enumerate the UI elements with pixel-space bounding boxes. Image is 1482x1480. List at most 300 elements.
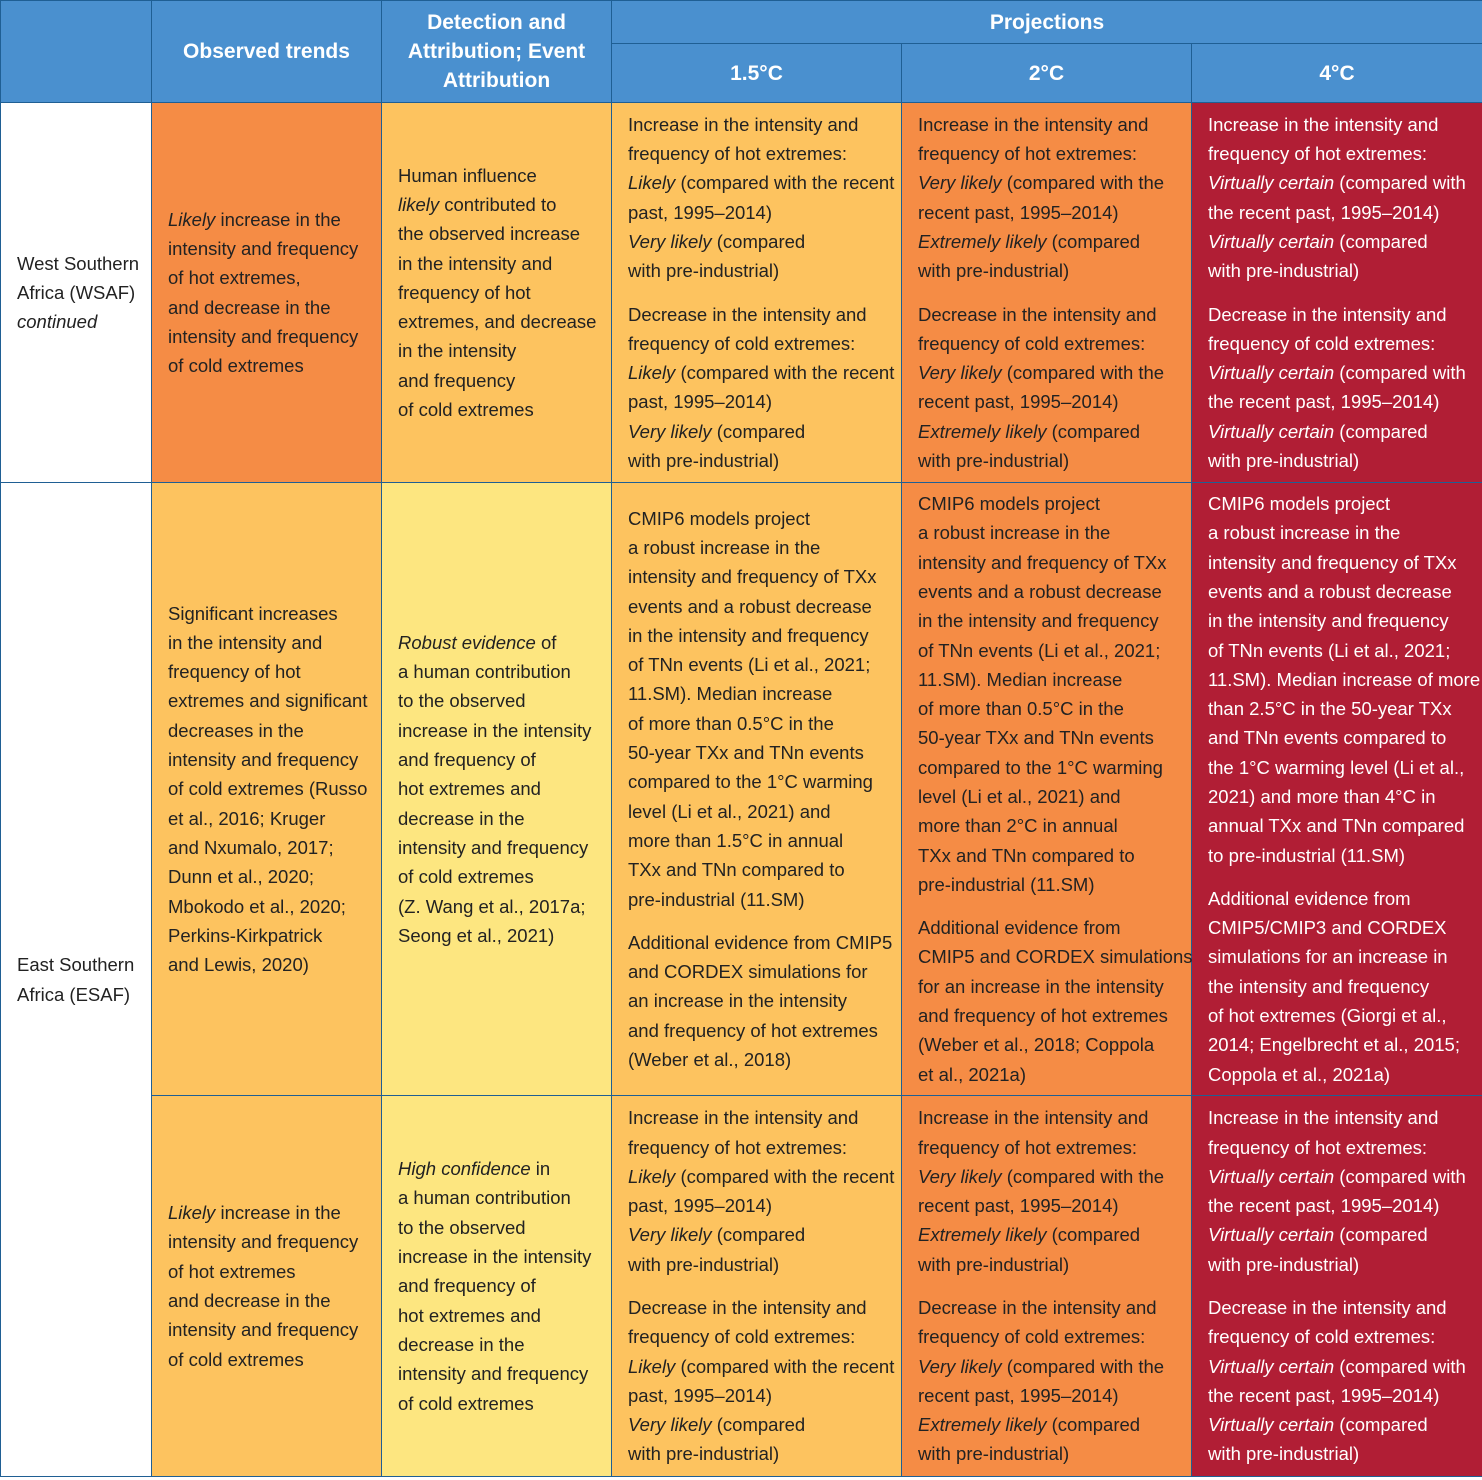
text-line <box>398 892 603 921</box>
likelihood-term: likely <box>398 193 440 215</box>
text-line <box>398 804 603 833</box>
text-line <box>628 1016 893 1045</box>
text-segment: frequency of hot <box>398 281 531 303</box>
text-segment: of hot extremes (Giorgi et al., <box>1208 1005 1447 1027</box>
likelihood-term: Very likely <box>628 1414 712 1436</box>
text-segment: decrease in the <box>398 1333 525 1355</box>
text-segment: and Lewis, 2020) <box>168 954 309 976</box>
text-paragraph <box>628 1293 893 1469</box>
text-segment: and frequency <box>398 369 516 391</box>
text-line <box>1208 1410 1474 1439</box>
text-line <box>1208 1191 1474 1220</box>
text-line <box>628 650 893 679</box>
text-segment: hot extremes and <box>398 1304 541 1326</box>
text-segment: Decrease in the intensity and <box>918 303 1157 325</box>
text-paragraph <box>918 1103 1183 1279</box>
text-segment: of more than 0.5°C in the <box>628 712 834 734</box>
text-segment: events and a robust decrease <box>1208 580 1452 602</box>
text-line <box>918 1220 1183 1249</box>
text-segment: (compared <box>711 420 806 442</box>
text-line <box>398 921 603 950</box>
text-paragraph <box>918 300 1183 476</box>
text-line <box>168 774 373 803</box>
header-detection-attribution: Detection and Attribution; Event Attribution <box>382 1 612 103</box>
text-paragraph <box>628 110 893 286</box>
text-line <box>628 928 893 957</box>
projection-1-5-cell <box>612 103 902 483</box>
text-segment: to pre-industrial (11.SM) <box>1208 844 1406 866</box>
text-line <box>168 716 373 745</box>
observed-cell <box>152 103 382 483</box>
text-line <box>628 1410 893 1439</box>
text-line <box>1208 1352 1474 1381</box>
text-segment: in the intensity <box>398 340 517 362</box>
likelihood-term: Virtually certain <box>1208 1224 1335 1246</box>
text-line <box>398 745 603 774</box>
text-line <box>918 870 1183 899</box>
text-segment: recent past, 1995–2014) <box>918 1384 1119 1406</box>
text-paragraph <box>918 913 1193 1089</box>
text-segment: Increase in the intensity and <box>1208 1107 1439 1129</box>
text-line <box>168 892 373 921</box>
text-segment: intensity and frequency <box>168 237 359 259</box>
text-segment: past, 1995–2014) <box>628 1195 773 1217</box>
text-segment: in <box>530 1158 551 1180</box>
text-segment: a human contribution <box>398 661 571 683</box>
text-line <box>168 950 373 979</box>
text-line <box>1208 139 1474 168</box>
text-segment: and frequency of hot extremes <box>918 1005 1168 1027</box>
text-segment: frequency of cold extremes: <box>1208 1326 1436 1348</box>
text-segment: (compared with the <box>1001 1355 1165 1377</box>
text-line <box>628 562 893 591</box>
text-segment: with pre-industrial) <box>1208 1253 1360 1275</box>
text-line <box>628 110 893 139</box>
text-line <box>918 139 1183 168</box>
text-line <box>1208 811 1474 840</box>
text-segment: extremes and significant <box>168 690 368 712</box>
text-line <box>628 329 893 358</box>
text-segment: the recent past, 1995–2014) <box>1208 1195 1440 1217</box>
text-line <box>918 548 1183 577</box>
text-segment: Significant increases <box>168 602 338 624</box>
text-segment: and frequency of <box>398 1275 536 1297</box>
text-line <box>168 351 373 380</box>
text-segment: intensity and frequency <box>168 749 359 771</box>
text-segment: (compared <box>1334 420 1428 442</box>
text-segment: of cold extremes <box>168 355 304 377</box>
text-line <box>168 205 373 234</box>
text-line <box>168 1198 373 1227</box>
text-segment: CMIP6 models project <box>1208 493 1390 515</box>
header-projections: Projections <box>612 1 1482 44</box>
text-line <box>1208 1381 1474 1410</box>
text-line <box>1208 1001 1474 1030</box>
text-line <box>168 833 373 862</box>
text-segment: of hot extremes <box>168 1260 296 1282</box>
text-segment: frequency of cold extremes: <box>628 332 856 354</box>
text-line <box>398 190 603 219</box>
text-line <box>1208 577 1474 606</box>
text-segment: increase in the intensity <box>398 719 592 741</box>
text-paragraph <box>168 1198 373 1374</box>
text-segment: of cold extremes <box>398 1392 534 1414</box>
text-segment: Increase in the intensity and <box>918 113 1149 135</box>
text-line <box>628 300 893 329</box>
text-segment: intensity and frequency <box>168 1231 359 1253</box>
text-segment: (compared <box>1334 1224 1428 1246</box>
text-segment: 50-year TXx and TNn events <box>628 742 864 764</box>
text-line <box>1208 1220 1474 1249</box>
text-line <box>918 358 1183 387</box>
text-segment: a robust increase in the <box>628 536 821 558</box>
text-segment: the observed increase <box>398 223 581 245</box>
likelihood-term: continued <box>17 311 98 333</box>
text-line <box>398 249 603 278</box>
text-line <box>918 518 1183 547</box>
text-line <box>628 168 893 197</box>
text-line <box>918 168 1183 197</box>
text-segment: more than 2°C in annual <box>918 815 1118 837</box>
text-segment: Decrease in the intensity and <box>918 1297 1157 1318</box>
text-segment: frequency of hot extremes: <box>918 143 1138 165</box>
text-segment: frequency of hot extremes: <box>1208 143 1428 165</box>
text-line <box>628 767 893 796</box>
text-segment: CMIP5/CMIP3 and CORDEX <box>1208 917 1447 939</box>
detection-cell <box>382 483 612 1096</box>
text-line <box>918 1030 1183 1059</box>
text-paragraph <box>628 300 893 476</box>
text-segment: Mbokodo et al., 2020; <box>168 895 346 917</box>
text-segment: and Nxumalo, 2017; <box>168 836 334 858</box>
text-line <box>628 826 893 855</box>
text-segment: annual TXx and TNn compared <box>1208 815 1465 837</box>
text-line <box>398 862 603 891</box>
text-segment: past, 1995–2014) <box>628 201 773 223</box>
text-segment: (compared <box>1046 1224 1141 1246</box>
text-segment: with pre-industrial) <box>918 260 1070 282</box>
likelihood-term: Very likely <box>918 1165 1002 1187</box>
text-segment: and frequency of <box>398 749 536 771</box>
text-line <box>1208 1322 1474 1351</box>
text-segment: and TNn events compared to <box>1208 727 1447 749</box>
text-line <box>168 1227 373 1256</box>
text-segment: and decrease in the <box>168 296 331 318</box>
text-line <box>628 446 893 475</box>
text-segment: (compared <box>1046 1414 1141 1436</box>
text-line <box>398 1183 603 1212</box>
text-line <box>628 256 893 285</box>
projection-1-5-cell <box>612 483 902 1096</box>
text-segment: a robust increase in the <box>1208 522 1401 544</box>
text-line <box>1208 548 1474 577</box>
text-paragraph <box>1208 1293 1474 1469</box>
text-line <box>398 1330 603 1359</box>
text-line <box>918 417 1183 446</box>
text-segment: simulations for an increase in <box>1208 946 1448 968</box>
text-paragraph <box>918 1293 1183 1469</box>
text-line <box>1208 1162 1474 1191</box>
text-paragraph <box>398 161 603 425</box>
text-segment: 11.SM). Median increase <box>918 668 1123 690</box>
text-line <box>918 446 1183 475</box>
text-line <box>918 300 1183 329</box>
text-line <box>17 950 143 979</box>
text-segment: 2014; Engelbrecht et al., 2015; <box>1208 1034 1460 1056</box>
likelihood-term: Robust evidence <box>398 631 536 653</box>
text-segment: (compared <box>1046 230 1141 252</box>
text-segment: (compared with the recent <box>675 362 895 384</box>
text-line <box>628 986 893 1015</box>
observed-cell <box>152 483 382 1096</box>
text-segment: the 1°C warming level (Li et al., <box>1208 756 1465 778</box>
text-segment: compared to the 1°C warming <box>918 756 1163 778</box>
text-paragraph <box>628 504 893 914</box>
text-segment: in the intensity and frequency <box>628 624 869 646</box>
text-line <box>628 1045 893 1074</box>
text-segment: intensity and frequency of TXx <box>628 566 877 588</box>
text-segment: the recent past, 1995–2014) <box>1208 201 1440 223</box>
text-line <box>398 1213 603 1242</box>
text-line <box>168 293 373 322</box>
text-paragraph <box>1208 110 1474 286</box>
text-line <box>398 686 603 715</box>
likelihood-term: Virtually certain <box>1208 1414 1335 1436</box>
text-segment: in the intensity and frequency <box>918 610 1159 632</box>
text-paragraph <box>918 110 1183 286</box>
likelihood-term: Likely <box>628 1355 676 1377</box>
text-line <box>628 1439 893 1468</box>
text-line <box>398 395 603 424</box>
text-segment: (compared with <box>1334 1355 1466 1377</box>
text-segment: with pre-industrial) <box>918 449 1070 471</box>
header-2-degree: 2°C <box>902 44 1192 103</box>
header-4-degree: 4°C <box>1192 44 1482 103</box>
text-segment: with pre-industrial) <box>1208 449 1360 471</box>
text-segment: frequency of cold extremes: <box>918 1326 1146 1348</box>
text-segment: Additional evidence from <box>1208 887 1411 909</box>
text-line <box>1208 417 1474 446</box>
text-line <box>918 1352 1183 1381</box>
text-segment: for an increase in the intensity <box>918 975 1164 997</box>
text-segment: level (Li et al., 2021) and <box>628 800 831 822</box>
text-line <box>918 329 1183 358</box>
text-segment: Decrease in the intensity and <box>628 1297 867 1318</box>
text-line <box>628 709 893 738</box>
text-line <box>918 1060 1183 1089</box>
text-segment: frequency of hot extremes: <box>628 143 848 165</box>
text-segment: (compared with the <box>1001 362 1165 384</box>
text-line <box>1208 884 1474 913</box>
text-segment: frequency of hot extremes: <box>918 1136 1138 1158</box>
text-line <box>1208 387 1474 416</box>
text-line <box>918 577 1183 606</box>
likelihood-term: Likely <box>168 208 216 230</box>
text-line <box>398 1389 603 1418</box>
text-line <box>918 1001 1183 1030</box>
text-segment: et al., 2016; Kruger <box>168 807 326 829</box>
text-line <box>398 1271 603 1300</box>
text-segment: CMIP6 models project <box>628 507 810 529</box>
text-segment: pre-industrial (11.SM) <box>628 888 805 910</box>
text-segment: of cold extremes <box>398 399 534 421</box>
text-segment: with pre-industrial) <box>628 1443 780 1465</box>
text-segment: extremes, and decrease <box>398 311 597 333</box>
text-segment: (Z. Wang et al., 2017a; <box>398 895 586 917</box>
text-segment: Coppola et al., 2021a) <box>1208 1063 1391 1085</box>
text-line <box>398 1359 603 1388</box>
text-segment: 2021) and more than 4°C in <box>1208 786 1436 807</box>
text-line <box>918 1191 1183 1220</box>
text-line <box>918 1103 1183 1132</box>
text-segment: (compared with the recent <box>675 1165 895 1187</box>
text-segment: with pre-industrial) <box>1208 260 1360 282</box>
likelihood-term: Virtually certain <box>1208 1165 1335 1187</box>
text-line <box>918 1293 1183 1322</box>
likelihood-term: Very likely <box>918 362 1002 384</box>
text-line <box>628 1293 893 1322</box>
text-segment: 11.SM). Median increase <box>628 683 833 705</box>
text-line <box>628 504 893 533</box>
text-line <box>628 358 893 387</box>
likelihood-term: Extremely likely <box>918 1414 1047 1436</box>
text-paragraph <box>1208 489 1481 870</box>
projection-4-cell <box>1192 483 1482 1096</box>
text-segment: of cold extremes <box>398 866 534 888</box>
header-observed-trends: Observed trends <box>152 1 382 103</box>
text-segment: the recent past, 1995–2014) <box>1208 391 1440 413</box>
text-line <box>1208 606 1474 635</box>
text-line <box>628 1103 893 1132</box>
text-paragraph <box>1208 300 1474 476</box>
likelihood-term: Very likely <box>918 1355 1002 1377</box>
text-line <box>1208 1250 1474 1279</box>
text-line <box>1208 1030 1474 1059</box>
text-line <box>628 1322 893 1351</box>
text-segment: (compared with <box>1334 172 1466 194</box>
text-segment: events and a robust decrease <box>918 580 1162 602</box>
text-segment: of more than 0.5°C in the <box>918 698 1124 720</box>
text-segment: and CORDEX simulations for <box>628 961 868 983</box>
projection-2-cell <box>902 483 1192 1096</box>
text-segment: of TNn events (Li et al., 2021; <box>918 639 1161 661</box>
text-segment: with pre-industrial) <box>1208 1443 1360 1465</box>
likelihood-term: Likely <box>168 1202 216 1224</box>
text-paragraph <box>168 599 373 980</box>
text-paragraph <box>628 1103 893 1279</box>
text-line <box>628 1250 893 1279</box>
text-line <box>628 227 893 256</box>
text-line <box>1208 694 1474 723</box>
text-segment: intensity and frequency of TXx <box>1208 551 1457 573</box>
text-line <box>918 811 1183 840</box>
text-segment: past, 1995–2014) <box>628 1384 773 1406</box>
detection-cell <box>382 1096 612 1477</box>
text-segment: recent past, 1995–2014) <box>918 1195 1119 1217</box>
text-line <box>17 980 143 1009</box>
text-line <box>628 1133 893 1162</box>
text-segment: hot extremes and <box>398 778 541 800</box>
text-segment: the intensity and frequency <box>1208 975 1430 997</box>
text-line <box>1208 913 1474 942</box>
text-segment: 11.SM). Median increase of more <box>1208 668 1481 690</box>
text-segment: increase in the <box>215 1202 341 1224</box>
text-segment: Additional evidence from CMIP5 <box>628 931 893 953</box>
text-line <box>1208 1293 1474 1322</box>
text-line <box>1208 256 1474 285</box>
text-segment: with pre-industrial) <box>628 260 780 282</box>
likelihood-term: Virtually certain <box>1208 1355 1335 1377</box>
text-segment: an increase in the intensity <box>628 990 848 1012</box>
text-line <box>1208 1133 1474 1162</box>
text-segment: pre-industrial (11.SM) <box>918 873 1095 895</box>
text-line <box>1208 518 1474 547</box>
text-paragraph <box>398 1154 603 1418</box>
text-segment: frequency of cold extremes: <box>918 332 1146 354</box>
text-segment: and frequency of hot extremes <box>628 1019 878 1041</box>
text-segment: intensity and frequency of TXx <box>918 551 1167 573</box>
text-segment: past, 1995–2014) <box>628 391 773 413</box>
text-line <box>398 1154 603 1183</box>
text-segment: of TNn events (Li et al., 2021; <box>1208 639 1451 661</box>
text-segment: to the observed <box>398 690 526 712</box>
text-line <box>918 665 1183 694</box>
text-segment: (compared with the recent <box>675 172 895 194</box>
text-segment: Africa (WSAF) <box>17 281 136 303</box>
text-line <box>628 797 893 826</box>
text-segment: (compared <box>1334 1414 1428 1436</box>
text-line <box>398 716 603 745</box>
text-line <box>17 249 143 278</box>
text-line <box>168 322 373 351</box>
text-segment: (compared <box>711 1224 806 1246</box>
text-line <box>628 1191 893 1220</box>
text-segment: of cold extremes (Russo <box>168 778 368 800</box>
text-line <box>398 1301 603 1330</box>
text-line <box>628 855 893 884</box>
text-segment: than 2.5°C in the 50-year TXx <box>1208 698 1452 720</box>
text-line <box>918 1133 1183 1162</box>
text-line <box>1208 1439 1474 1468</box>
text-line <box>628 738 893 767</box>
text-segment: recent past, 1995–2014) <box>918 201 1119 223</box>
text-segment: of cold extremes <box>168 1348 304 1370</box>
text-line <box>168 745 373 774</box>
text-segment: intensity and frequency <box>398 836 589 858</box>
header-region-blank <box>1 1 152 103</box>
text-segment: Increase in the intensity and <box>918 1107 1149 1129</box>
likelihood-term: Extremely likely <box>918 420 1047 442</box>
text-line <box>168 921 373 950</box>
likelihood-term: Very likely <box>918 172 1002 194</box>
text-segment: (compared <box>711 1414 806 1436</box>
text-line <box>398 336 603 365</box>
text-segment: with pre-industrial) <box>628 449 780 471</box>
projection-4-cell <box>1192 1096 1482 1477</box>
text-line <box>1208 227 1474 256</box>
text-line <box>1208 198 1474 227</box>
text-line <box>918 942 1193 971</box>
text-line <box>918 841 1183 870</box>
text-line <box>398 307 603 336</box>
text-line <box>918 606 1183 635</box>
text-line <box>628 417 893 446</box>
text-line <box>17 307 143 336</box>
text-segment: contributed to <box>439 193 557 215</box>
likelihood-term: Very likely <box>628 1224 712 1246</box>
text-line <box>1208 1103 1474 1132</box>
text-line <box>628 592 893 621</box>
